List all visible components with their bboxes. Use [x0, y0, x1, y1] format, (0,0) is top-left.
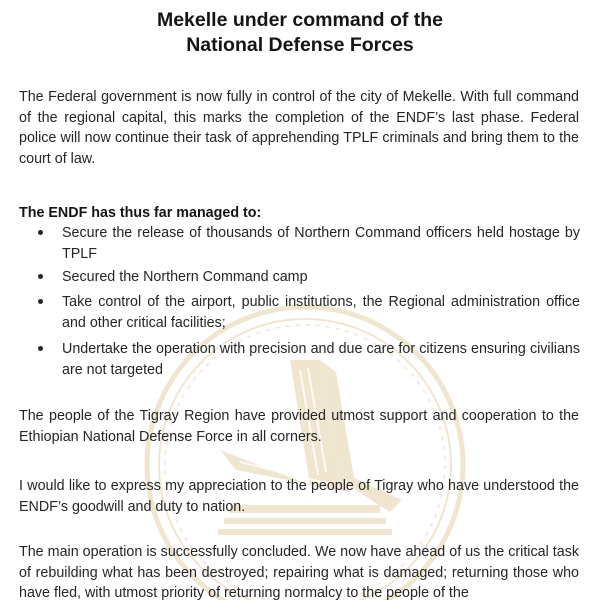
paragraph-tigray-support: The people of the Tigray Region have provided utmost support and cooperation to the Ethiopian National Defense Force in all corners. — [19, 408, 579, 445]
list-item-text: Secure the release of thousands of Northern Command officers held hostage by TPLF — [62, 225, 580, 262]
list-item-text: Secured the Northern Command camp — [62, 269, 308, 285]
bullet-icon — [38, 274, 43, 279]
document-title-line-2: National Defense Forces — [186, 34, 414, 56]
paragraph-appreciation: I would like to express my appreciation to the people of Tigray who have understood the ENDF’s goodwill and duty to nation. — [19, 478, 579, 515]
bullet-icon — [38, 346, 43, 351]
bullet-icon — [38, 299, 43, 304]
bullet-icon — [38, 230, 43, 235]
paragraph-operation-concluded: The main operation is successfully concluded. We now have ahead of us the critical task of rebuilding what has been destroyed; repairing what is damaged; returning those who have fled, with utmost priority of returning normalcy to the people of the — [19, 544, 579, 600]
paragraph-federal-control: The Federal government is now fully in control of the city of Mekelle. With full command of the regional capital, this marks the completion of the ENDF’s last phase. Federal police will now continue their task of apprehending TPLF criminals and bring them to the court of law. — [19, 89, 579, 167]
list-heading: The ENDF has thus far managed to: — [19, 205, 262, 221]
document-title-line-1: Mekelle under command of the — [156, 9, 444, 31]
list-item-text: Undertake the operation with precision and due care for citizens ensuring civilians are not targeted — [62, 341, 580, 378]
list-item-text: Take control of the airport, public institutions, the Regional administration office and other critical facilities; — [62, 294, 580, 331]
